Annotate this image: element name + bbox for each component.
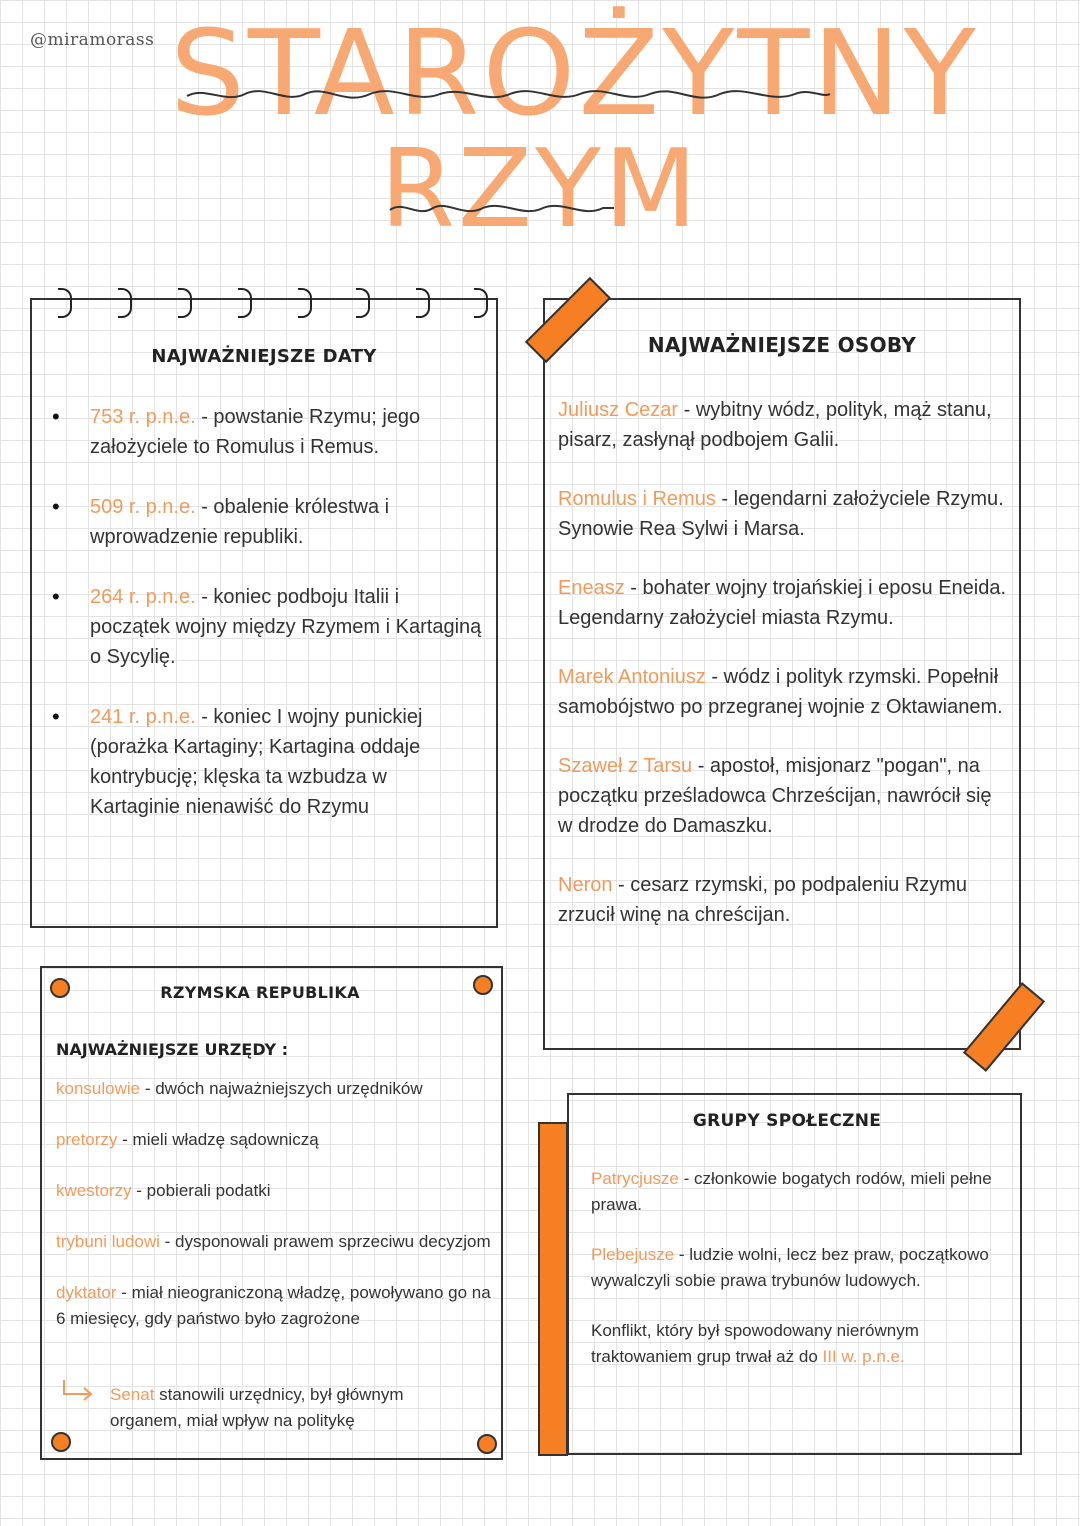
notebook-ring-icon [58,288,72,318]
persons-heading: NAJWAŻNIEJSZE OSOBY [647,333,917,357]
senat-name: Senat [110,1385,155,1404]
groups-list [591,1166,1011,1394]
office-description: - pobierali podatki [131,1181,271,1200]
list-item [52,702,482,822]
person-description: - cesarz rzymski, po podpaleniu Rzymu zrzucił winę na chreścijan. [558,874,968,926]
list-item [56,1127,496,1153]
title-underline-scribble [185,80,835,110]
list-item [56,1178,496,1204]
senat-note [110,1382,470,1434]
list-item [56,1229,496,1255]
person-description: - legendarni założyciele Rzymu. Synowie Rea Sylwi i Marsa. [558,488,1004,540]
list-item [558,484,1008,544]
office-name: dyktator [56,1283,117,1302]
person-description: - wódz i polityk rzymski. Popełnił samobójstwo po przegranej wojnie z Oktawianem. [558,666,1003,718]
list-item [558,573,1008,633]
pin-icon [51,1432,71,1452]
list-item [591,1242,1011,1294]
list-item [558,870,1008,930]
group-description: - ludzie wolni, lecz bez praw, początkowo wywalczyli sobie prawa trybunów ludowych. [591,1245,989,1290]
notebook-ring-icon [416,288,430,318]
dates-heading: NAJWAŻNIEJSZE DATY [151,346,377,367]
page-title-second-line: RZYM [380,127,701,252]
conflict-date: III w. p.n.e. [822,1347,905,1366]
date-label: 264 r. p.n.e. [90,586,196,608]
group-name: Plebejusze [591,1245,675,1264]
pin-icon [477,1434,497,1454]
office-description: - mieli władzę sądowniczą [117,1130,319,1149]
notebook-ring-icon [298,288,312,318]
person-name: Romulus i Remus [558,488,716,510]
office-name: pretorzy [56,1130,118,1149]
title-underline-scribble-2 [388,196,618,222]
list-item [52,582,482,672]
person-description: - bohater wojny trojańskiej i eposu Eneida. Legendarny założyciel miasta Rzymu. [558,577,1007,629]
office-description: - dwóch najważniejszych urzędników [140,1079,423,1098]
date-description: - koniec I wojny punickiej (porażka Kartaginy; Kartagina oddaje kontrybucję; klęska ta wzbudza w Kartaginie nienawiść do Rzymu [90,706,423,818]
office-name: konsulowie [56,1079,141,1098]
notebook-ring-icon [118,288,132,318]
notebook-ring-icon [178,288,192,318]
author-handle: @miramorass [30,30,155,50]
list-item [52,492,482,552]
office-description: - dysponowali prawem sprzeciwu decyzjom [159,1232,491,1251]
date-description: - koniec podboju Italii i początek wojny między Rzymem i Kartaginą o Sycylię. [90,586,482,668]
date-description: - powstanie Rzymu; jego założyciele to Romulus i Remus. [90,406,421,458]
person-name: Eneasz [558,577,625,599]
office-name: kwestorzy [56,1181,132,1200]
office-name: trybuni ludowi [56,1232,160,1251]
groups-heading: GRUPY SPOŁECZNE [692,1111,882,1131]
senat-description: stanowili urzędnicy, był głównym organem, miał wpływ na politykę [110,1385,404,1430]
person-description: - apostoł, misjonarz "pogan", na początku prześladowca Chrześcijan, nawrócił się w drodze do Damaszku. [558,755,992,837]
date-description: - obalenie królestwa i wprowadzenie republiki. [90,496,390,548]
list-item [558,751,1008,841]
person-name: Juliusz Cezar [558,399,679,421]
conflict-text: Konflikt, który był spowodowany nierównym traktowaniem grup trwał aż do [591,1321,919,1366]
republic-heading: RZYMSKA REPUBLIKA [160,983,360,1002]
date-label: 753 r. p.n.e. [90,406,196,428]
list-item [56,1280,496,1332]
tape-strip-side [538,1122,568,1456]
office-description: - miał nieograniczoną władzę, powoływano go na 6 miesięcy, gdy państwo było zagrożone [56,1283,491,1328]
notebook-ring-icon [356,288,370,318]
notebook-ring-icon [474,288,488,318]
person-description: - wybitny wódz, polityk, mąż stanu, pisarz, zasłynął podbojem Galii. [558,399,992,451]
person-name: Szaweł z Tarsu [558,755,693,777]
date-label: 241 r. p.n.e. [90,706,196,728]
group-description: - członkowie bogatych rodów, mieli pełne prawa. [591,1169,992,1214]
list-item [52,402,482,462]
group-name: Patrycjusze [591,1169,679,1188]
list-item [558,395,1008,455]
page-title: STAROŻYTNY [170,4,979,142]
conflict-note [591,1318,1011,1370]
offices-list [56,1076,496,1357]
persons-list [558,395,1008,959]
notebook-ring-icon [238,288,252,318]
dates-list [52,402,482,852]
person-name: Neron [558,874,613,896]
date-label: 509 r. p.n.e. [90,496,196,518]
arrow-right-icon [60,1378,96,1402]
list-item [56,1076,496,1102]
offices-subheading: NAJWAŻNIEJSZE URZĘDY : [56,1040,289,1059]
list-item [591,1166,1011,1218]
person-name: Marek Antoniusz [558,666,706,688]
list-item [558,662,1008,722]
